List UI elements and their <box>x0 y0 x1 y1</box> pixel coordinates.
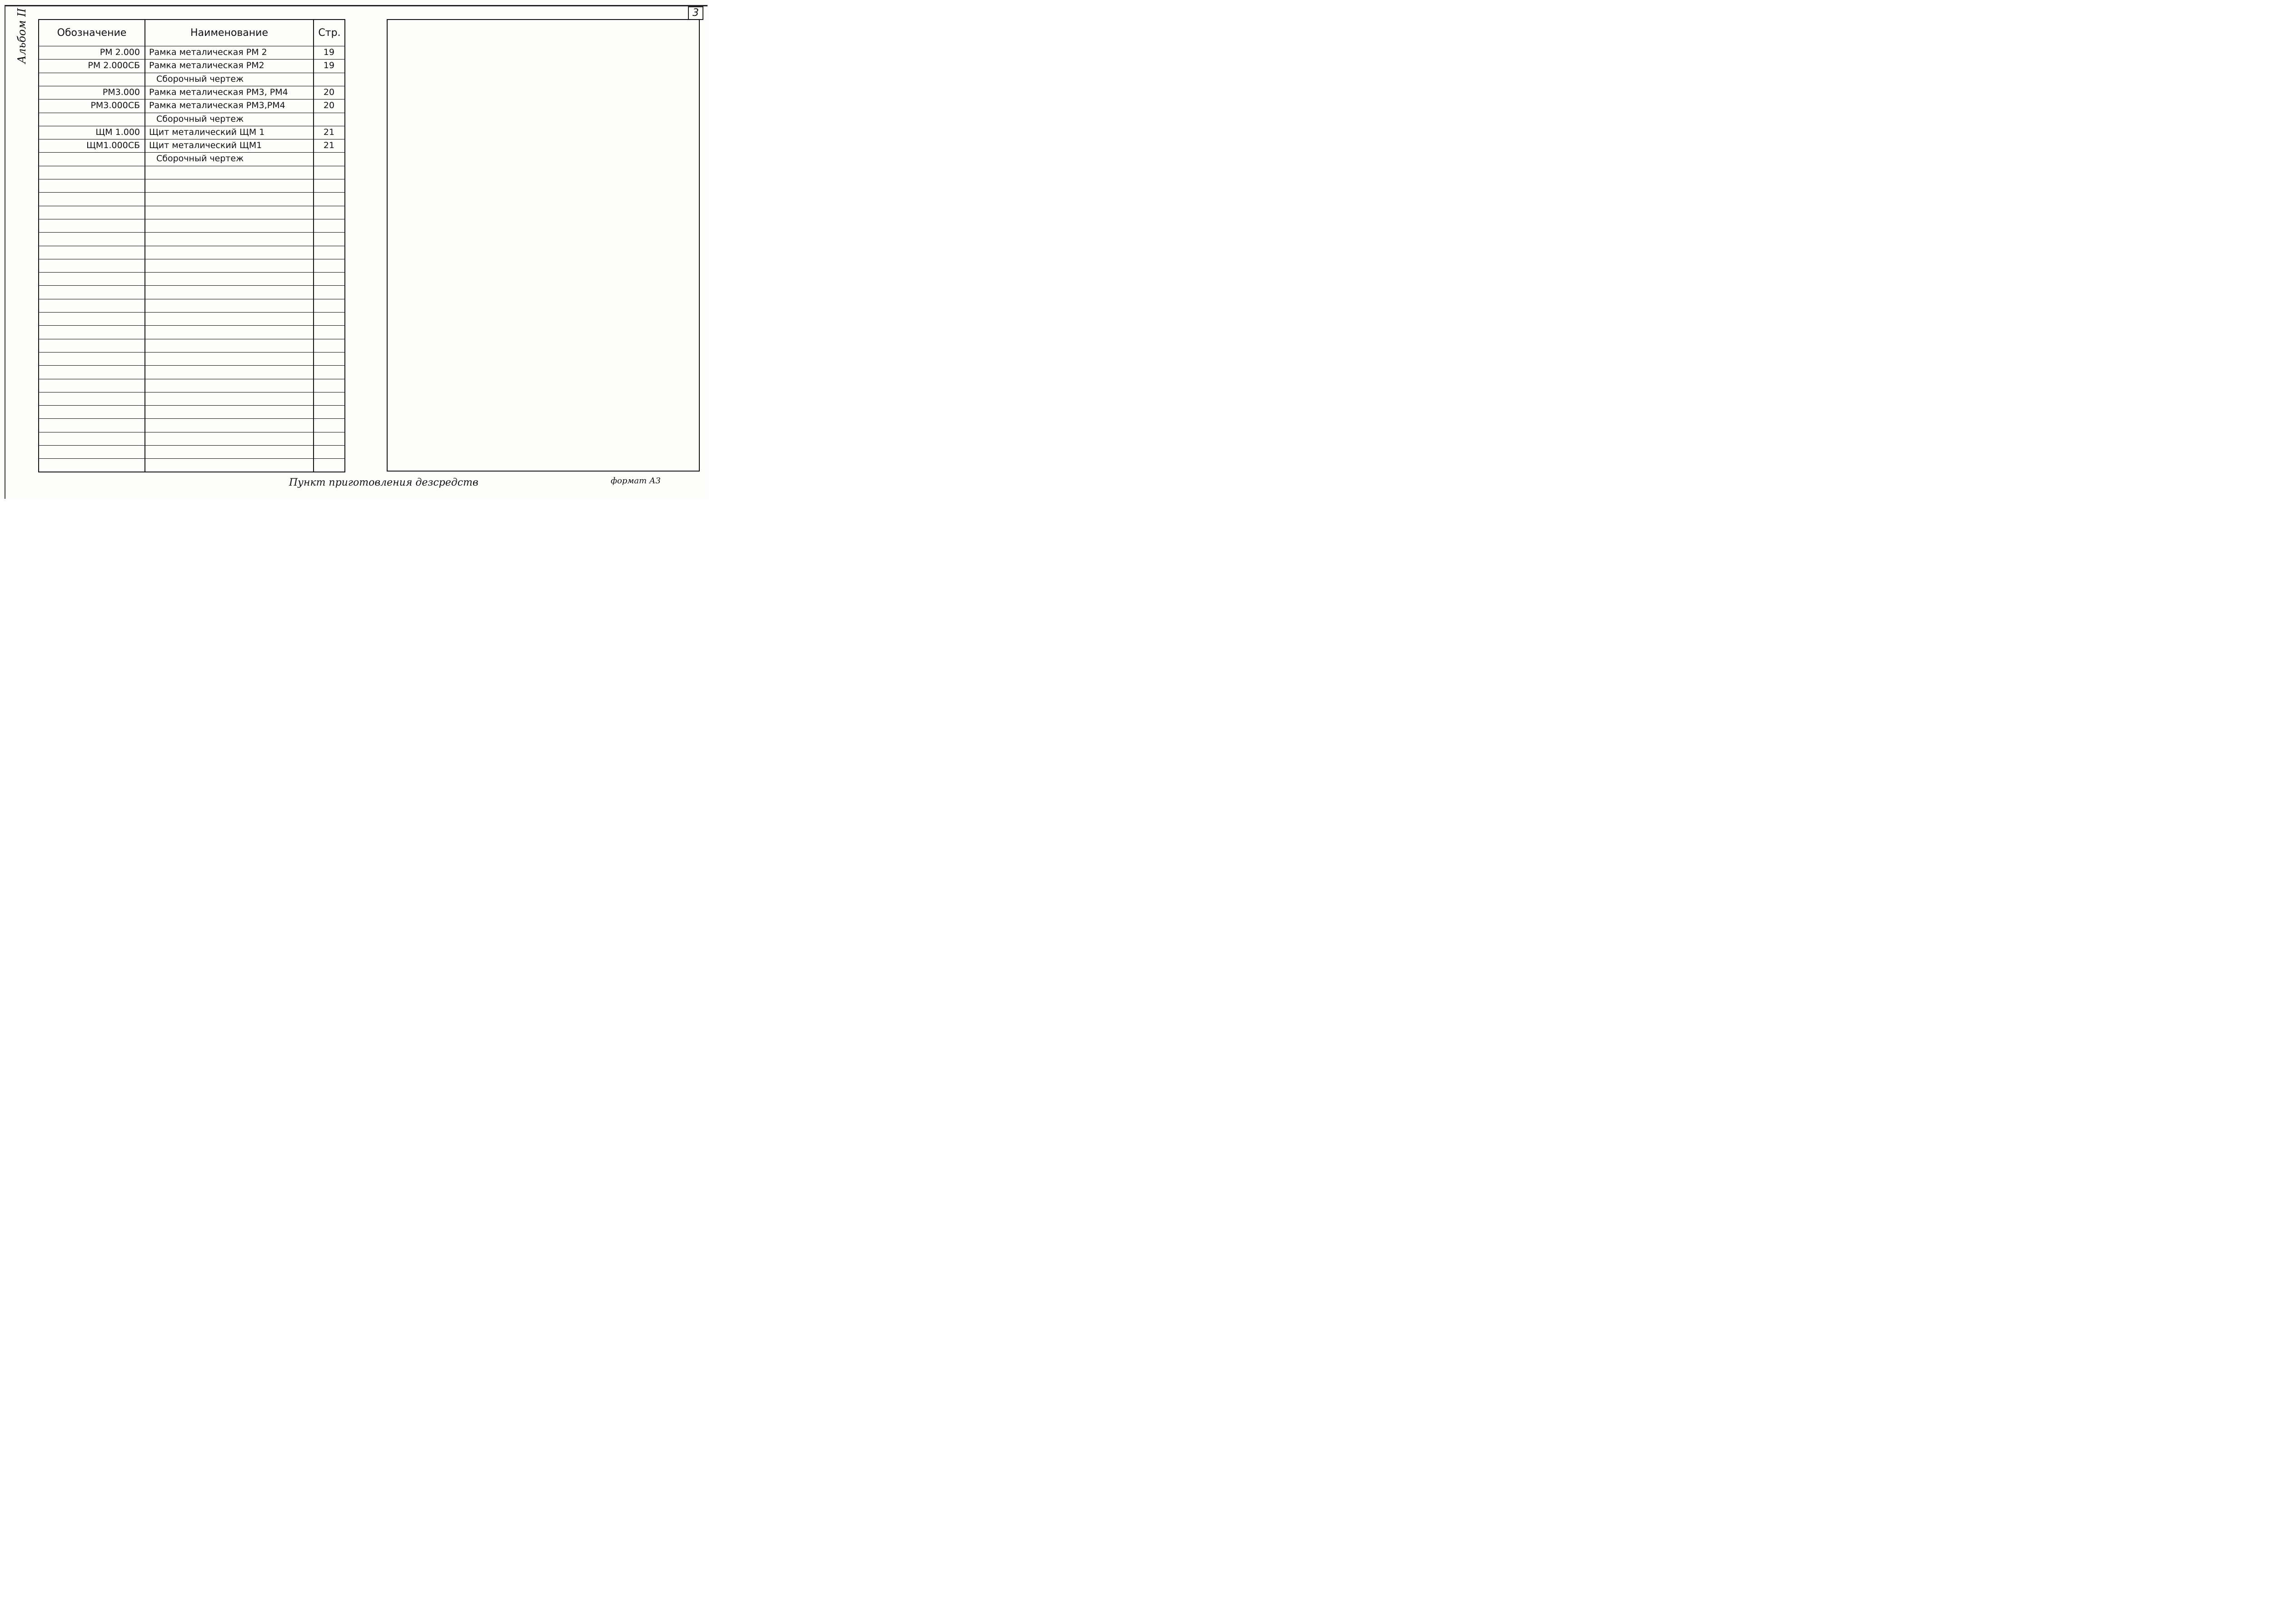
row-name: Рамка металическая РМ3,РМ4 <box>149 100 285 111</box>
row-line <box>39 312 344 313</box>
row-code <box>45 73 140 85</box>
row-code: ЩМ 1.000 <box>95 127 140 137</box>
row-code: РМ 2.000 <box>100 47 140 57</box>
table-row <box>39 99 344 112</box>
table-row <box>39 46 344 59</box>
row-page: 21 <box>323 140 335 151</box>
row-page: 21 <box>323 127 335 137</box>
page-number: 3 <box>688 6 703 20</box>
album-label: Альбом II <box>15 8 28 64</box>
row-code: РМ3.000 <box>102 87 140 97</box>
row-line <box>39 272 344 273</box>
table-row <box>39 59 344 72</box>
row-line <box>39 445 344 446</box>
table-row <box>39 73 344 86</box>
drawing-sheet <box>0 0 709 499</box>
row-name: Щит металический ЩМ 1 <box>149 127 265 137</box>
row-name: Рамка металическая РМ2 <box>149 60 264 71</box>
row-line <box>39 352 344 353</box>
table-row <box>39 126 344 139</box>
row-page <box>314 73 344 85</box>
row-line <box>39 418 344 419</box>
table-row <box>39 113 344 126</box>
row-code: РМ3.000СБ <box>90 100 140 111</box>
row-line <box>39 325 344 326</box>
header-name: Наименование <box>190 27 268 39</box>
row-line <box>39 232 344 233</box>
row-line <box>39 458 344 459</box>
table-row <box>39 86 344 99</box>
row-code <box>45 113 140 125</box>
row-code <box>45 152 140 165</box>
row-name: Щит металический ЩМ1 <box>149 140 262 151</box>
row-line <box>39 192 344 193</box>
row-page: 19 <box>323 47 335 57</box>
contents-table <box>38 19 345 472</box>
table-row <box>39 139 344 152</box>
row-name: Рамка металическая РМ 2 <box>149 47 267 57</box>
row-name: Сборочный чертеж <box>156 74 244 84</box>
project-title: Пункт приготовления дезсредств <box>289 477 478 488</box>
format-label: формат А3 <box>611 476 661 486</box>
row-page: 19 <box>323 60 335 71</box>
row-line <box>39 285 344 286</box>
row-page: 20 <box>323 87 335 97</box>
drawing-area <box>387 19 700 472</box>
row-name: Рамка металическая РМ3, РМ4 <box>149 87 288 97</box>
row-name: Сборочный чертеж <box>156 114 244 124</box>
row-code: ЩМ1.000СБ <box>86 140 140 151</box>
header-page: Стр. <box>318 27 341 39</box>
row-line <box>39 365 344 366</box>
row-code: РМ 2.000СБ <box>88 60 140 71</box>
table-row <box>39 152 344 165</box>
row-page <box>314 113 344 125</box>
row-page: 20 <box>323 100 335 111</box>
row-line <box>39 405 344 406</box>
header-code: Обозначение <box>57 27 127 39</box>
row-page <box>314 152 344 165</box>
row-name: Сборочный чертеж <box>156 154 244 164</box>
